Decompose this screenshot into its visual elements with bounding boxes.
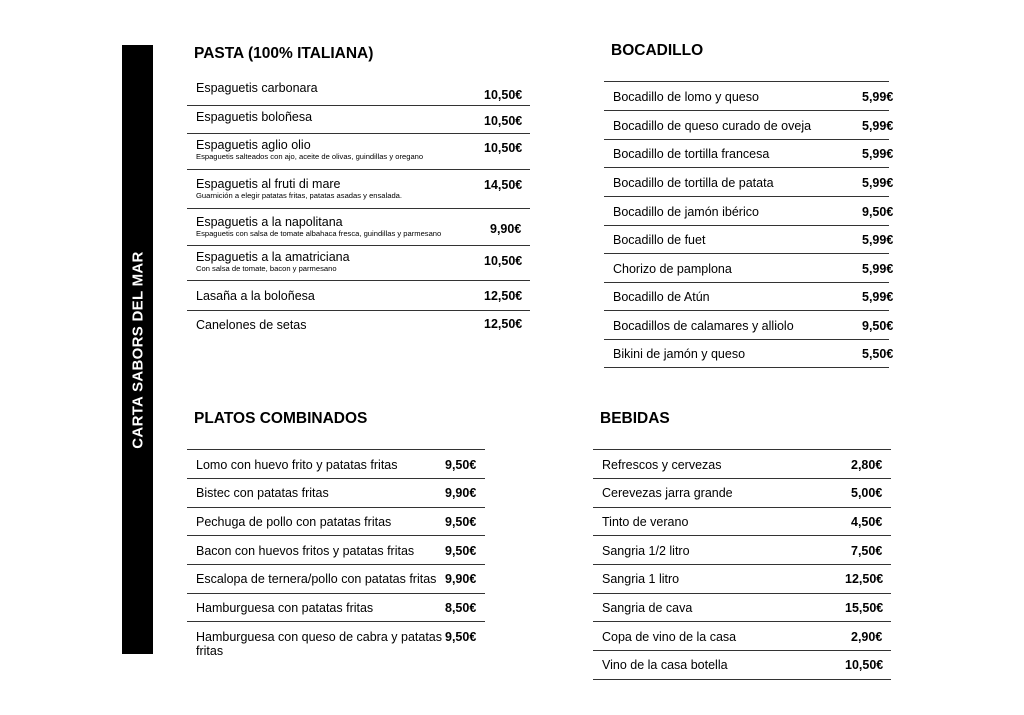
pasta-item-desc: Espaguetis con salsa de tomate albahaca fresca, guindillas y parmesano <box>196 229 442 238</box>
pasta-item-desc: Guarnición a elegir patatas fritas, patatas asadas y ensalada. <box>196 191 402 200</box>
combinados-item-price: 8,50€ <box>445 601 477 615</box>
sidebar-band <box>122 45 153 654</box>
pasta-divider <box>187 280 530 281</box>
bocadillo-item-name: Bocadillos de calamares y alliolo <box>613 319 794 333</box>
bebidas-divider <box>593 507 891 508</box>
bocadillo-item-name: Bocadillo de lomo y queso <box>613 90 759 104</box>
bocadillo-item-name: Bocadillo de fuet <box>613 233 706 247</box>
combinados-item-name: Bistec con patatas fritas <box>196 486 329 500</box>
pasta-item-desc: Espaguetis salteados con ajo, aceite de olivas, guindillas y oregano <box>196 152 424 161</box>
bebidas-item-price: 12,50€ <box>845 572 884 586</box>
combinados-item-price: 9,90€ <box>445 572 477 586</box>
pasta-item-price: 10,50€ <box>484 254 523 268</box>
pasta-divider <box>187 245 530 246</box>
pasta-item-desc: Con salsa de tomate, bacon y parmesano <box>196 264 337 273</box>
bebidas-item-price: 7,50€ <box>851 544 883 558</box>
pasta-divider <box>187 133 530 134</box>
bebidas-item-price: 5,00€ <box>851 486 883 500</box>
bocadillo-divider <box>604 110 889 111</box>
bebidas-item-name: Cerevezas jarra grande <box>602 486 733 500</box>
bebidas-item-name: Copa de vino de la casa <box>602 630 737 644</box>
bocadillo-item-name: Bocadillo de tortilla de patata <box>613 176 774 190</box>
bebidas-item-name: Refrescos y cervezas <box>602 458 722 472</box>
bocadillo-item-name: Bocadillo de queso curado de oveja <box>613 119 812 133</box>
bocadillo-divider <box>604 367 889 368</box>
pasta-divider <box>187 105 530 106</box>
pasta-divider <box>187 169 530 170</box>
section-title-bebidas: BEBIDAS <box>600 410 670 427</box>
bebidas-item-price: 2,80€ <box>851 458 883 472</box>
pasta-item-name: Espaguetis aglio olio <box>196 138 311 152</box>
bebidas-item-price: 2,90€ <box>851 630 883 644</box>
bebidas-item-name: Vino de la casa botella <box>602 658 728 672</box>
bocadillo-item-name: Bocadillo de Atún <box>613 290 710 304</box>
combinados-item-name-continued: fritas <box>196 644 224 658</box>
bocadillo-divider <box>604 81 889 82</box>
bocadillo-item-price: 5,99€ <box>862 147 894 161</box>
bocadillo-item-price: 9,50€ <box>862 319 894 333</box>
combinados-item-price: 9,50€ <box>445 515 477 529</box>
bocadillo-item-name: Chorizo de pamplona <box>613 262 732 276</box>
combinados-divider <box>187 621 485 622</box>
combinados-divider <box>187 593 485 594</box>
bocadillo-divider <box>604 167 889 168</box>
bebidas-item-name: Sangria de cava <box>602 601 693 615</box>
pasta-item-name: Espaguetis a la napolitana <box>196 215 343 229</box>
bocadillo-item-price: 5,99€ <box>862 119 894 133</box>
combinados-divider <box>187 507 485 508</box>
combinados-divider <box>187 535 485 536</box>
bocadillo-divider <box>604 225 889 226</box>
bebidas-divider <box>593 449 891 450</box>
combinados-item-name: Escalopa de ternera/pollo con patatas fritas <box>196 572 437 586</box>
pasta-divider <box>187 310 530 311</box>
bebidas-item-price: 15,50€ <box>845 601 884 615</box>
bocadillo-item-name: Bocadillo de jamón ibérico <box>613 205 759 219</box>
combinados-item-name: Pechuga de pollo con patatas fritas <box>196 515 392 529</box>
bebidas-divider <box>593 650 891 651</box>
section-title-bocadillo: BOCADILLO <box>611 42 704 59</box>
bocadillo-divider <box>604 310 889 311</box>
pasta-item-name: Espaguetis al fruti di mare <box>196 177 341 191</box>
bebidas-divider <box>593 621 891 622</box>
bocadillo-item-name: Bocadillo de tortilla francesa <box>613 147 770 161</box>
combinados-item-name: Lomo con huevo frito y patatas fritas <box>196 458 398 472</box>
combinados-divider <box>187 449 485 450</box>
bocadillo-item-price: 5,50€ <box>862 347 894 361</box>
combinados-item-price: 9,50€ <box>445 630 477 644</box>
combinados-item-name: Bacon con huevos fritos y patatas fritas <box>196 544 415 558</box>
bocadillo-item-price: 5,99€ <box>862 262 894 276</box>
bebidas-divider <box>593 593 891 594</box>
combinados-item-price: 9,90€ <box>445 486 477 500</box>
pasta-item-price: 10,50€ <box>484 141 523 155</box>
bebidas-divider <box>593 478 891 479</box>
sidebar-title: CARTA SABORS DEL MAR <box>129 250 146 449</box>
bebidas-item-price: 10,50€ <box>845 658 884 672</box>
combinados-item-price: 9,50€ <box>445 544 477 558</box>
bocadillo-item-name: Bikini de jamón y queso <box>613 347 746 361</box>
pasta-item-name: Lasaña a la boloñesa <box>196 289 315 303</box>
pasta-divider <box>187 208 530 209</box>
bocadillo-divider <box>604 253 889 254</box>
pasta-item-price: 14,50€ <box>484 178 523 192</box>
pasta-item-name: Espaguetis boloñesa <box>196 110 313 124</box>
pasta-item-price: 10,50€ <box>484 114 523 128</box>
bocadillo-divider <box>604 139 889 140</box>
bocadillo-item-price: 5,99€ <box>862 290 894 304</box>
bocadillo-item-price: 5,99€ <box>862 176 894 190</box>
bocadillo-divider <box>604 339 889 340</box>
bebidas-divider <box>593 679 891 680</box>
bocadillo-item-price: 5,99€ <box>862 233 894 247</box>
pasta-item-name: Espaguetis carbonara <box>196 81 318 95</box>
pasta-item-price: 12,50€ <box>484 289 523 303</box>
pasta-item-price: 9,90€ <box>490 222 522 236</box>
bebidas-divider <box>593 535 891 536</box>
pasta-item-name: Espaguetis a la amatriciana <box>196 250 350 264</box>
combinados-item-name: Hamburguesa con queso de cabra y patatas <box>196 630 442 644</box>
section-title-combinados: PLATOS COMBINADOS <box>194 410 368 427</box>
pasta-item-price: 10,50€ <box>484 88 523 102</box>
bocadillo-item-price: 9,50€ <box>862 205 894 219</box>
bocadillo-item-price: 5,99€ <box>862 90 894 104</box>
bocadillo-divider <box>604 196 889 197</box>
bebidas-item-name: Sangria 1/2 litro <box>602 544 690 558</box>
combinados-item-price: 9,50€ <box>445 458 477 472</box>
pasta-item-name: Canelones de setas <box>196 318 307 332</box>
pasta-item-price: 12,50€ <box>484 317 523 331</box>
combinados-divider <box>187 478 485 479</box>
bebidas-item-name: Tinto de verano <box>602 515 689 529</box>
bocadillo-divider <box>604 282 889 283</box>
combinados-divider <box>187 564 485 565</box>
section-title-pasta: PASTA (100% ITALIANA) <box>194 45 374 62</box>
bebidas-item-name: Sangria 1 litro <box>602 572 680 586</box>
bebidas-item-price: 4,50€ <box>851 515 883 529</box>
bebidas-divider <box>593 564 891 565</box>
combinados-item-name: Hamburguesa con patatas fritas <box>196 601 374 615</box>
